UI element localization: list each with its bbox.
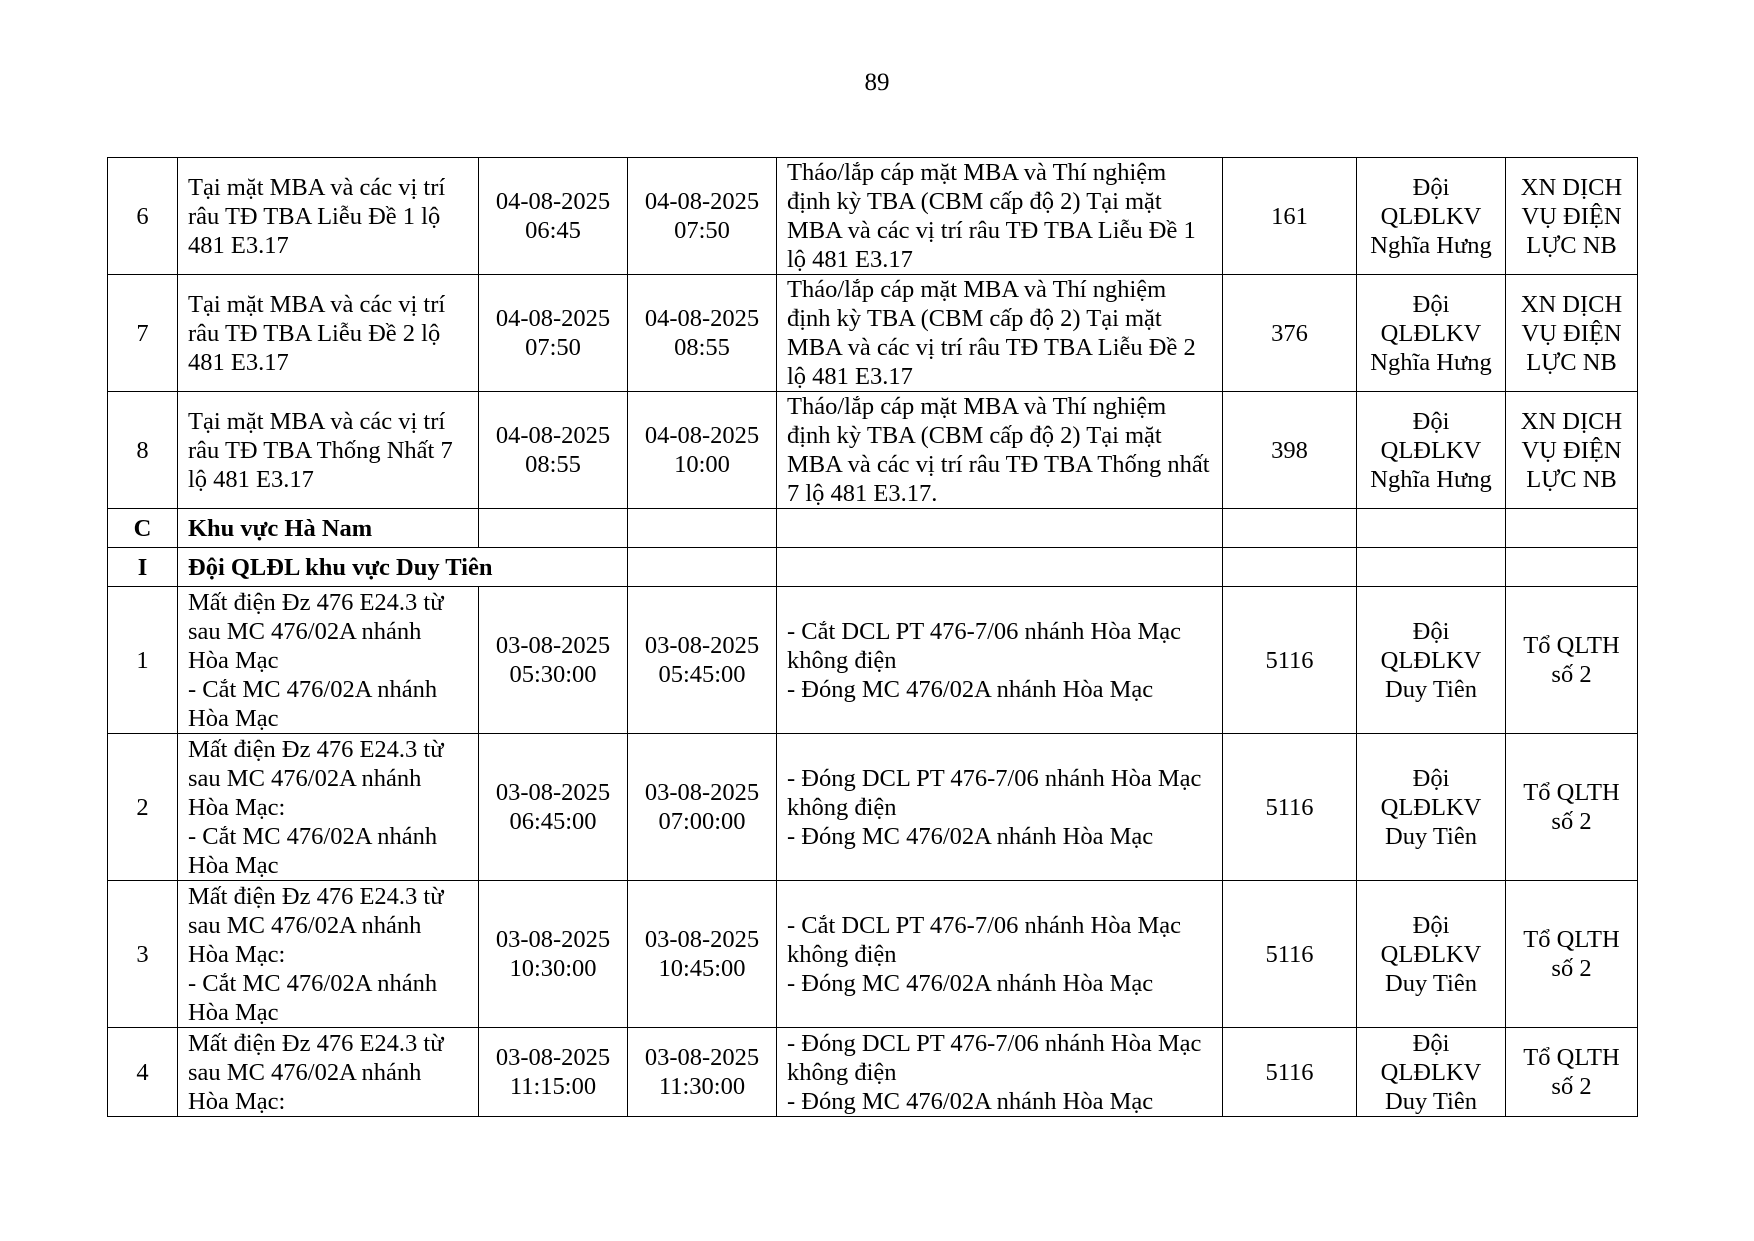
work-content: Tháo/lắp cáp mặt MBA và Thí nghiệm định kỳ TBA (CBM cấp độ 2) Tại mặt MBA và các vị trí râu TĐ TBA Liễu Đề 2 lộ 481 E3.17	[777, 275, 1223, 392]
empty-cell	[1357, 509, 1506, 548]
end-time: 03-08-2025 07:00:00	[628, 734, 777, 881]
work-location: Tại mặt MBA và các vị trí râu TĐ TBA Liễu Đề 1 lộ 481 E3.17	[178, 158, 479, 275]
start-time: 04-08-2025 08:55	[479, 392, 628, 509]
empty-cell	[1506, 548, 1638, 587]
responsible-unit: Đội QLĐLKV Duy Tiên	[1357, 881, 1506, 1028]
customer-count: 398	[1223, 392, 1357, 509]
empty-cell	[479, 509, 628, 548]
work-content: - Đóng DCL PT 476-7/06 nhánh Hòa Mạc không điện - Đóng MC 476/02A nhánh Hòa Mạc	[777, 734, 1223, 881]
customer-count: 5116	[1223, 587, 1357, 734]
table-row	[108, 275, 1638, 392]
work-content: Tháo/lắp cáp mặt MBA và Thí nghiệm định kỳ TBA (CBM cấp độ 2) Tại mặt MBA và các vị trí râu TĐ TBA Thống nhất 7 lộ 481 E3.17.	[777, 392, 1223, 509]
section-row	[108, 509, 1638, 548]
work-location: Tại mặt MBA và các vị trí râu TĐ TBA Thống Nhất 7 lộ 481 E3.17	[178, 392, 479, 509]
work-content: - Cắt DCL PT 476-7/06 nhánh Hòa Mạc không điện - Đóng MC 476/02A nhánh Hòa Mạc	[777, 881, 1223, 1028]
table-row	[108, 158, 1638, 275]
customer-count: 376	[1223, 275, 1357, 392]
section-title: Đội QLĐL khu vực Duy Tiên	[178, 548, 628, 587]
work-content: - Cắt DCL PT 476-7/06 nhánh Hòa Mạc không điện - Đóng MC 476/02A nhánh Hòa Mạc	[777, 587, 1223, 734]
empty-cell	[777, 548, 1223, 587]
work-content: - Đóng DCL PT 476-7/06 nhánh Hòa Mạc không điện - Đóng MC 476/02A nhánh Hòa Mạc	[777, 1028, 1223, 1117]
section-number: C	[108, 509, 178, 548]
end-time: 03-08-2025 10:45:00	[628, 881, 777, 1028]
outage-schedule-table	[107, 157, 1638, 1117]
customer-count: 161	[1223, 158, 1357, 275]
customer-count: 5116	[1223, 881, 1357, 1028]
work-location: Mất điện Đz 476 E24.3 từ sau MC 476/02A nhánh Hòa Mạc: - Cắt MC 476/02A nhánh Hòa Mạc	[178, 881, 479, 1028]
responsible-unit: Đội QLĐLKV Nghĩa Hưng	[1357, 275, 1506, 392]
section-title: Khu vực Hà Nam	[178, 509, 479, 548]
table-row	[108, 1028, 1638, 1117]
empty-cell	[1223, 509, 1357, 548]
coordinating-unit: Tổ QLTH số 2	[1506, 734, 1638, 881]
start-time: 03-08-2025 06:45:00	[479, 734, 628, 881]
row-number: 3	[108, 881, 178, 1028]
row-number: 2	[108, 734, 178, 881]
empty-cell	[1223, 548, 1357, 587]
empty-cell	[777, 509, 1223, 548]
start-time: 03-08-2025 10:30:00	[479, 881, 628, 1028]
start-time: 03-08-2025 11:15:00	[479, 1028, 628, 1117]
row-number: 1	[108, 587, 178, 734]
end-time: 04-08-2025 10:00	[628, 392, 777, 509]
end-time: 04-08-2025 08:55	[628, 275, 777, 392]
page-number: 89	[864, 69, 890, 96]
start-time: 04-08-2025 06:45	[479, 158, 628, 275]
work-location: Mất điện Đz 476 E24.3 từ sau MC 476/02A nhánh Hòa Mạc - Cắt MC 476/02A nhánh Hòa Mạc	[178, 587, 479, 734]
table-row	[108, 392, 1638, 509]
work-location: Mất điện Đz 476 E24.3 từ sau MC 476/02A nhánh Hòa Mạc:	[178, 1028, 479, 1117]
customer-count: 5116	[1223, 1028, 1357, 1117]
empty-cell	[628, 548, 777, 587]
responsible-unit: Đội QLĐLKV Nghĩa Hưng	[1357, 158, 1506, 275]
work-content: Tháo/lắp cáp mặt MBA và Thí nghiệm định kỳ TBA (CBM cấp độ 2) Tại mặt MBA và các vị trí râu TĐ TBA Liễu Đề 1 lộ 481 E3.17	[777, 158, 1223, 275]
empty-cell	[1357, 548, 1506, 587]
customer-count: 5116	[1223, 734, 1357, 881]
coordinating-unit: XN DỊCH VỤ ĐIỆN LỰC NB	[1506, 158, 1638, 275]
end-time: 04-08-2025 07:50	[628, 158, 777, 275]
coordinating-unit: Tổ QLTH số 2	[1506, 587, 1638, 734]
work-location: Tại mặt MBA và các vị trí râu TĐ TBA Liễu Đề 2 lộ 481 E3.17	[178, 275, 479, 392]
table-row	[108, 734, 1638, 881]
table-row	[108, 587, 1638, 734]
start-time: 04-08-2025 07:50	[479, 275, 628, 392]
coordinating-unit: Tổ QLTH số 2	[1506, 881, 1638, 1028]
row-number: 8	[108, 392, 178, 509]
responsible-unit: Đội QLĐLKV Duy Tiên	[1357, 734, 1506, 881]
row-number: 7	[108, 275, 178, 392]
row-number: 4	[108, 1028, 178, 1117]
empty-cell	[1506, 509, 1638, 548]
section-number: I	[108, 548, 178, 587]
coordinating-unit: XN DỊCH VỤ ĐIỆN LỰC NB	[1506, 392, 1638, 509]
responsible-unit: Đội QLĐLKV Nghĩa Hưng	[1357, 392, 1506, 509]
work-location: Mất điện Đz 476 E24.3 từ sau MC 476/02A nhánh Hòa Mạc: - Cắt MC 476/02A nhánh Hòa Mạc	[178, 734, 479, 881]
section-row	[108, 548, 1638, 587]
end-time: 03-08-2025 05:45:00	[628, 587, 777, 734]
table-row	[108, 881, 1638, 1028]
responsible-unit: Đội QLĐLKV Duy Tiên	[1357, 1028, 1506, 1117]
coordinating-unit: Tổ QLTH số 2	[1506, 1028, 1638, 1117]
responsible-unit: Đội QLĐLKV Duy Tiên	[1357, 587, 1506, 734]
start-time: 03-08-2025 05:30:00	[479, 587, 628, 734]
coordinating-unit: XN DỊCH VỤ ĐIỆN LỰC NB	[1506, 275, 1638, 392]
row-number: 6	[108, 158, 178, 275]
end-time: 03-08-2025 11:30:00	[628, 1028, 777, 1117]
empty-cell	[628, 509, 777, 548]
